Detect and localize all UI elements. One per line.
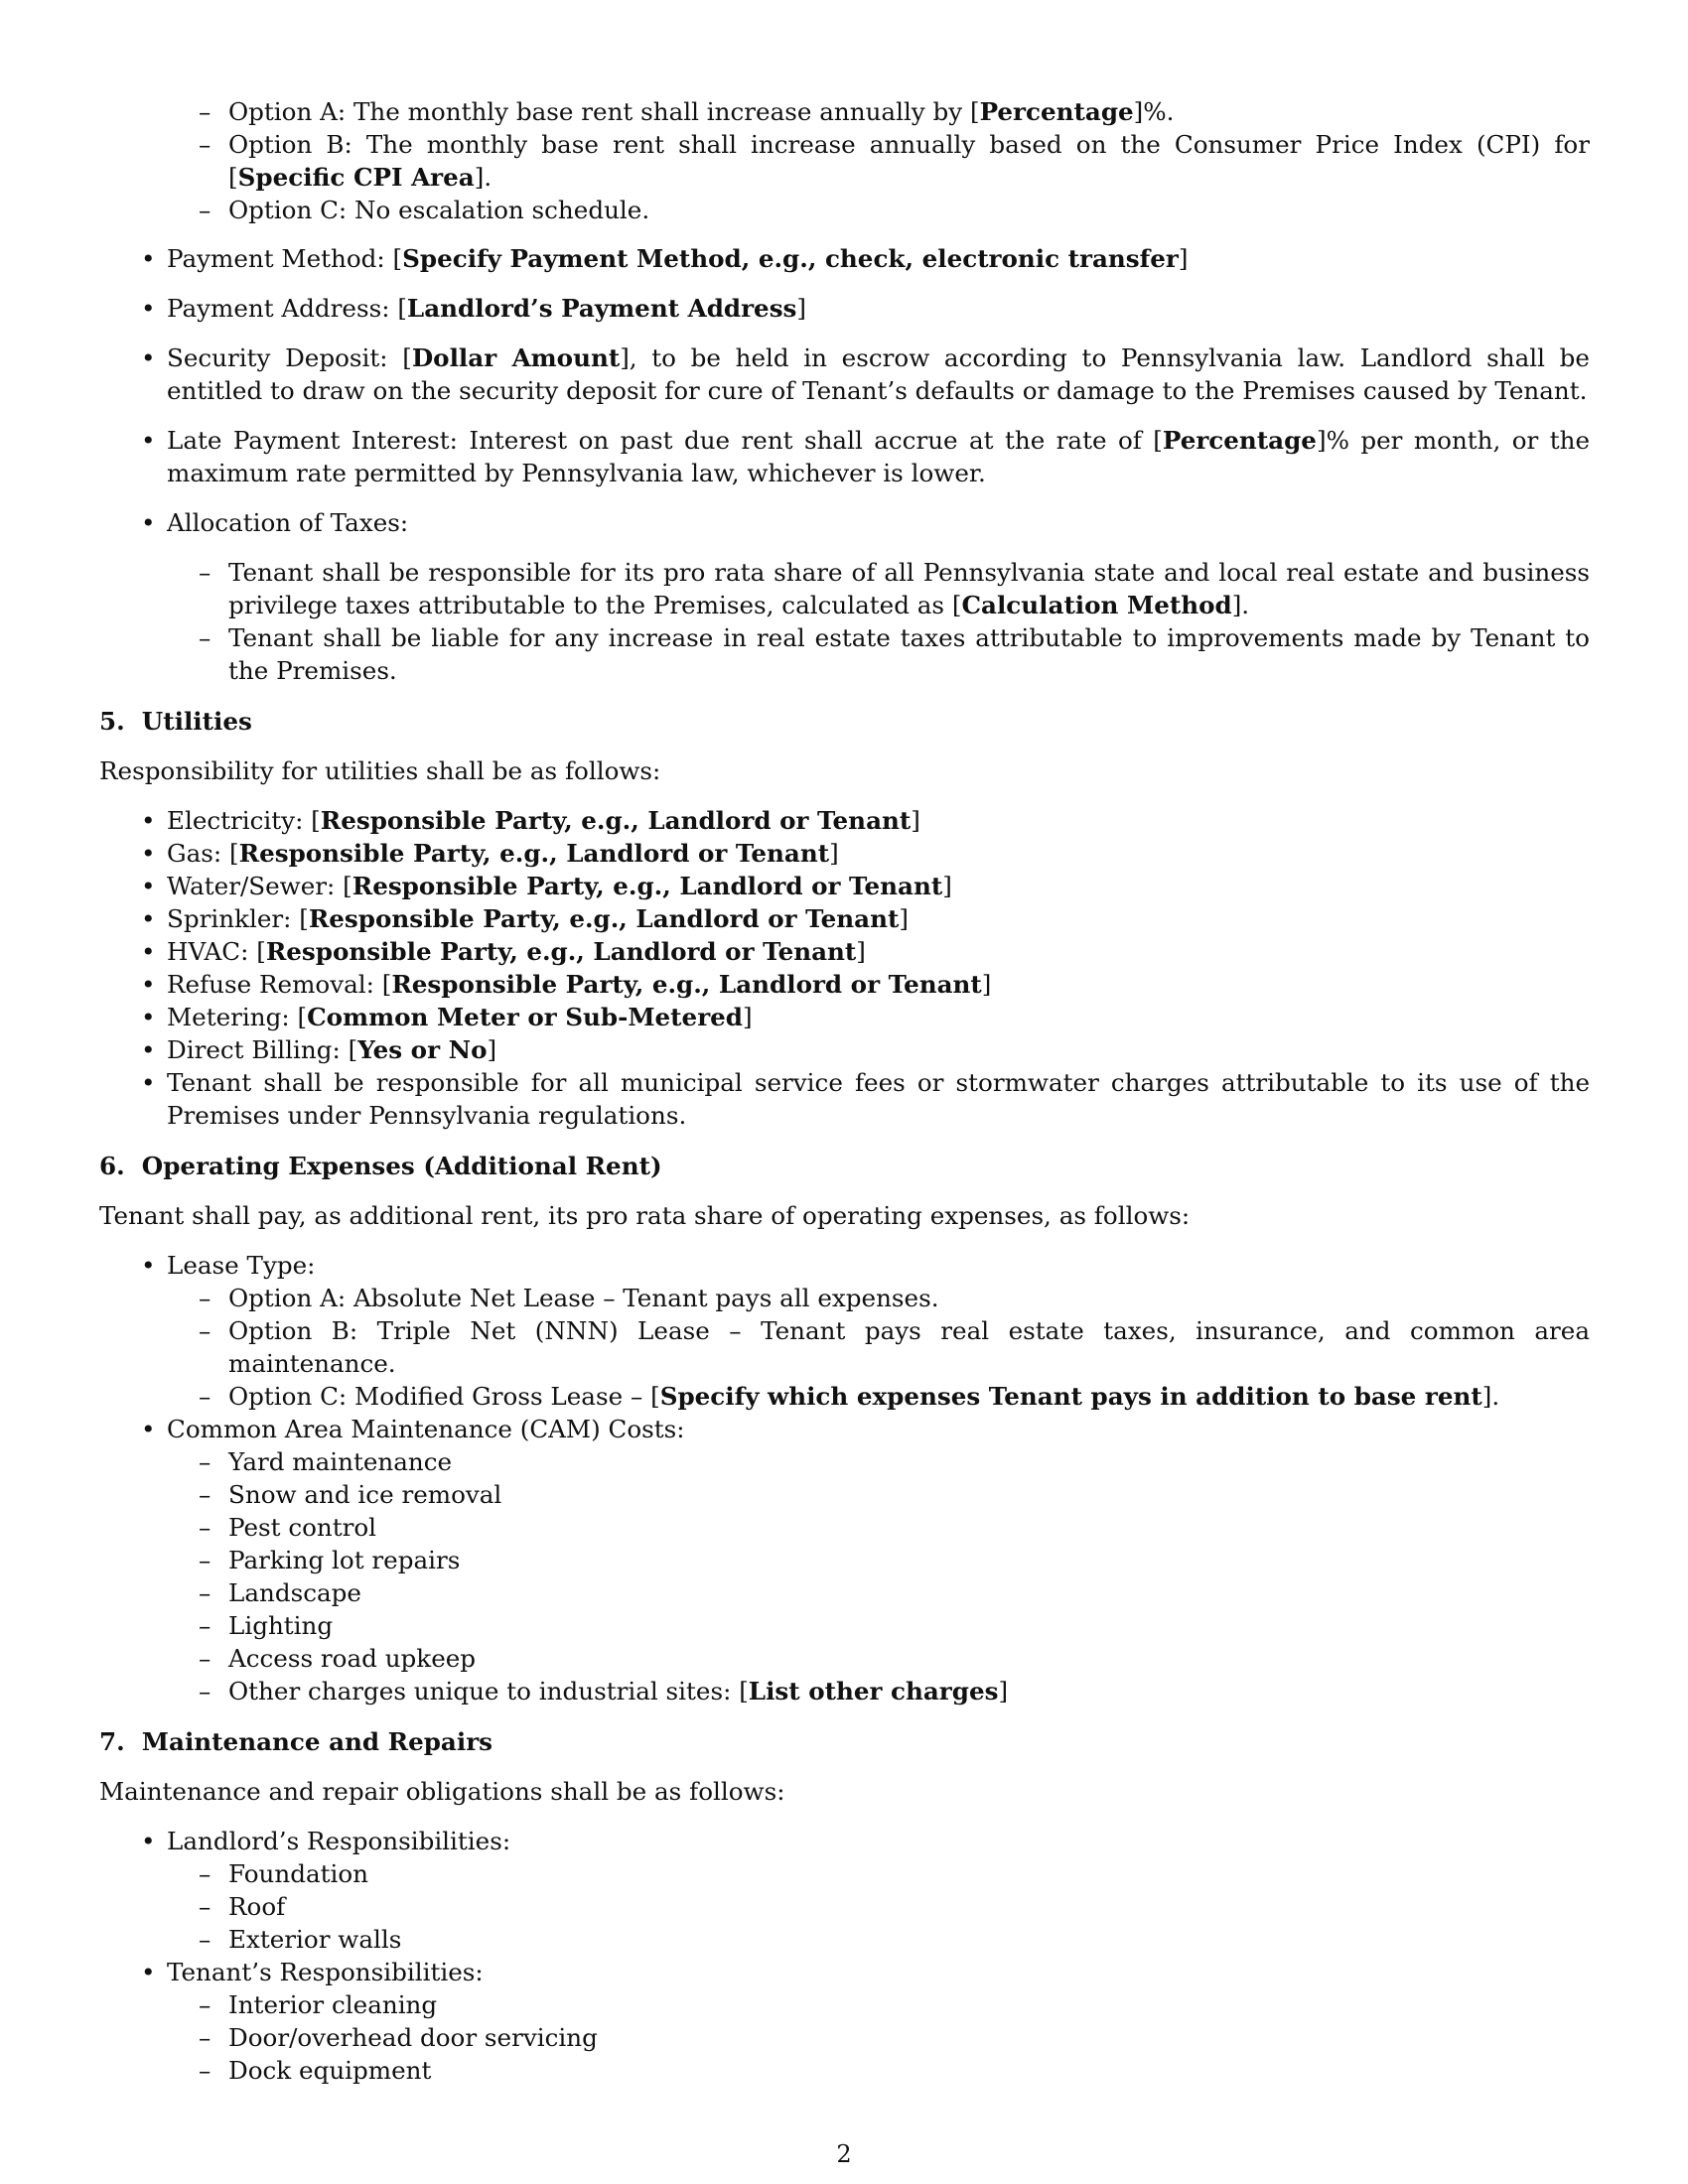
utilities-list [99, 804, 1590, 1132]
utilities-intro: Responsibility for utilities shall be as follows: [99, 756, 661, 785]
section-7-heading: 7. Maintenance and Repairs [99, 1727, 493, 1756]
utility-item: • Refuse Removal: [Responsible Party, e.g., Landlord or Tenant] [99, 968, 1590, 1001]
tax-item-pro-rata: – Tenant shall be responsible for its pro rata share of all Pennsylvania state and local real estate and business privilege taxes attributable to the Premises, calculated as [Calculation Method]. [167, 556, 1590, 621]
landlord-item: – Exterior walls [167, 1923, 1590, 1956]
landlord-sublist [167, 1857, 1590, 1956]
late-payment-item: • Late Payment Interest: Interest on past due rent shall accrue at the rate of [Percentage]% per month, or the maximum rate permitted by Pennsylvania law, whichever is lower. [99, 424, 1590, 489]
landlord-responsibilities-item: • Landlord’s Responsibilities: – Foundation – Roof – Exterior walls [99, 1825, 1590, 1956]
utility-item: • Direct Billing: [Yes or No] [99, 1033, 1590, 1066]
utility-item: • Electricity: [Responsible Party, e.g., Landlord or Tenant] [99, 804, 1590, 837]
maintenance-intro: Maintenance and repair obligations shall be as follows: [99, 1777, 785, 1806]
landlord-item: – Roof [167, 1890, 1590, 1923]
utility-item: • Gas: [Responsible Party, e.g., Landlord or Tenant] [99, 837, 1590, 870]
allocation-of-taxes-item: • Allocation of Taxes: – Tenant shall be responsible for its pro rata share of all Pennsylvania state and local real estate and business privilege taxes attributable to the Premises, calculated as [Calculation Method]. – Tenant shall be liable for any increase in real estate taxes attributable to improvements made by Tenant to the Premises. [99, 506, 1590, 687]
tenant-responsibilities-item: • Tenant’s Responsibilities: – Interior cleaning – Door/overhead door servicing – Dock equipment [99, 1956, 1590, 2087]
lease-options-sublist [167, 1282, 1590, 1413]
operating-intro: Tenant shall pay, as additional rent, its pro rata share of operating expenses, as follows: [99, 1201, 1191, 1230]
cam-item: – Yard maintenance [167, 1445, 1590, 1478]
lease-type-item: • Lease Type: – Option A: Absolute Net Lease – Tenant pays all expenses. – Option B: Triple Net (NNN) Lease – Tenant pays real estate taxes, insurance, and common area maintenance. – Option C: Modified Gross Lease – [Specify which expenses Tenant pays in addition to base rent]. [99, 1249, 1590, 1413]
landlord-item: – Foundation [167, 1857, 1590, 1890]
cam-item: – Snow and ice removal [167, 1478, 1590, 1511]
lease-option-b: – Option B: Triple Net (NNN) Lease – Tenant pays real estate taxes, insurance, and common area maintenance. [167, 1314, 1590, 1380]
payment-address-item: • Payment Address: [Landlord’s Payment Address] [99, 292, 1590, 325]
utility-item: • HVAC: [Responsible Party, e.g., Landlord or Tenant] [99, 935, 1590, 968]
cam-item: – Parking lot repairs [167, 1544, 1590, 1576]
escalation-options-list [99, 95, 1590, 226]
document-page [99, 95, 1590, 2087]
tenant-item: – Dock equipment [167, 2054, 1590, 2087]
lease-option-a: – Option A: Absolute Net Lease – Tenant pays all expenses. [167, 1282, 1590, 1314]
utility-item: • Metering: [Common Meter or Sub-Metered] [99, 1001, 1590, 1033]
tax-item-improvements: – Tenant shall be liable for any increase in real estate taxes attributable to improvements made by Tenant to the Premises. [167, 621, 1590, 687]
section-6-heading: 6. Operating Expenses (Additional Rent) [99, 1152, 662, 1180]
tenant-item: – Interior cleaning [167, 1988, 1590, 2021]
rent-terms-list [99, 242, 1590, 687]
cam-item: – Access road upkeep [167, 1642, 1590, 1675]
lease-option-c: – Option C: Modified Gross Lease – [Specify which expenses Tenant pays in addition to base rent]. [167, 1380, 1590, 1413]
escalation-option-a: – Option A: The monthly base rent shall increase annually by [Percentage]%. [99, 95, 1590, 128]
escalation-option-c: – Option C: No escalation schedule. [99, 194, 1590, 226]
section-5-heading: 5. Utilities [99, 707, 252, 736]
cam-item: – Lighting [167, 1609, 1590, 1642]
security-deposit-item: • Security Deposit: [Dollar Amount], to be held in escrow according to Pennsylvania law. Landlord shall be entitled to draw on the security deposit for cure of Tenant’s defaults or damage to the Premises caused by Tenant. [99, 341, 1590, 407]
cam-sublist [167, 1445, 1590, 1707]
cam-item-other: – Other charges unique to industrial sites: [List other charges] [167, 1675, 1590, 1707]
cam-costs-item: • Common Area Maintenance (CAM) Costs: – Yard maintenance – Snow and ice removal – Pest control – Parking lot repairs – Landscape – Lighting – Access road upkeep – Other charges unique to industrial sites: [List other charges] [99, 1413, 1590, 1707]
utility-item: • Sprinkler: [Responsible Party, e.g., Landlord or Tenant] [99, 902, 1590, 935]
payment-method-item: • Payment Method: [Specify Payment Method, e.g., check, electronic transfer] [99, 242, 1590, 275]
operating-list [99, 1249, 1590, 1707]
utility-item: • Water/Sewer: [Responsible Party, e.g., Landlord or Tenant] [99, 870, 1590, 902]
utility-fees-note: • Tenant shall be responsible for all municipal service fees or stormwater charges attributable to its use of the Premises under Pennsylvania regulations. [99, 1066, 1590, 1132]
maintenance-list [99, 1825, 1590, 2087]
taxes-sublist [167, 556, 1590, 687]
page-number: 2 [836, 2140, 852, 2168]
cam-item: – Pest control [167, 1511, 1590, 1544]
tenant-sublist [167, 1988, 1590, 2087]
tenant-item: – Door/overhead door servicing [167, 2021, 1590, 2054]
escalation-option-b: – Option B: The monthly base rent shall increase annually based on the Consumer Price Index (CPI) for [Specific CPI Area]. [99, 128, 1590, 194]
cam-item: – Landscape [167, 1576, 1590, 1609]
